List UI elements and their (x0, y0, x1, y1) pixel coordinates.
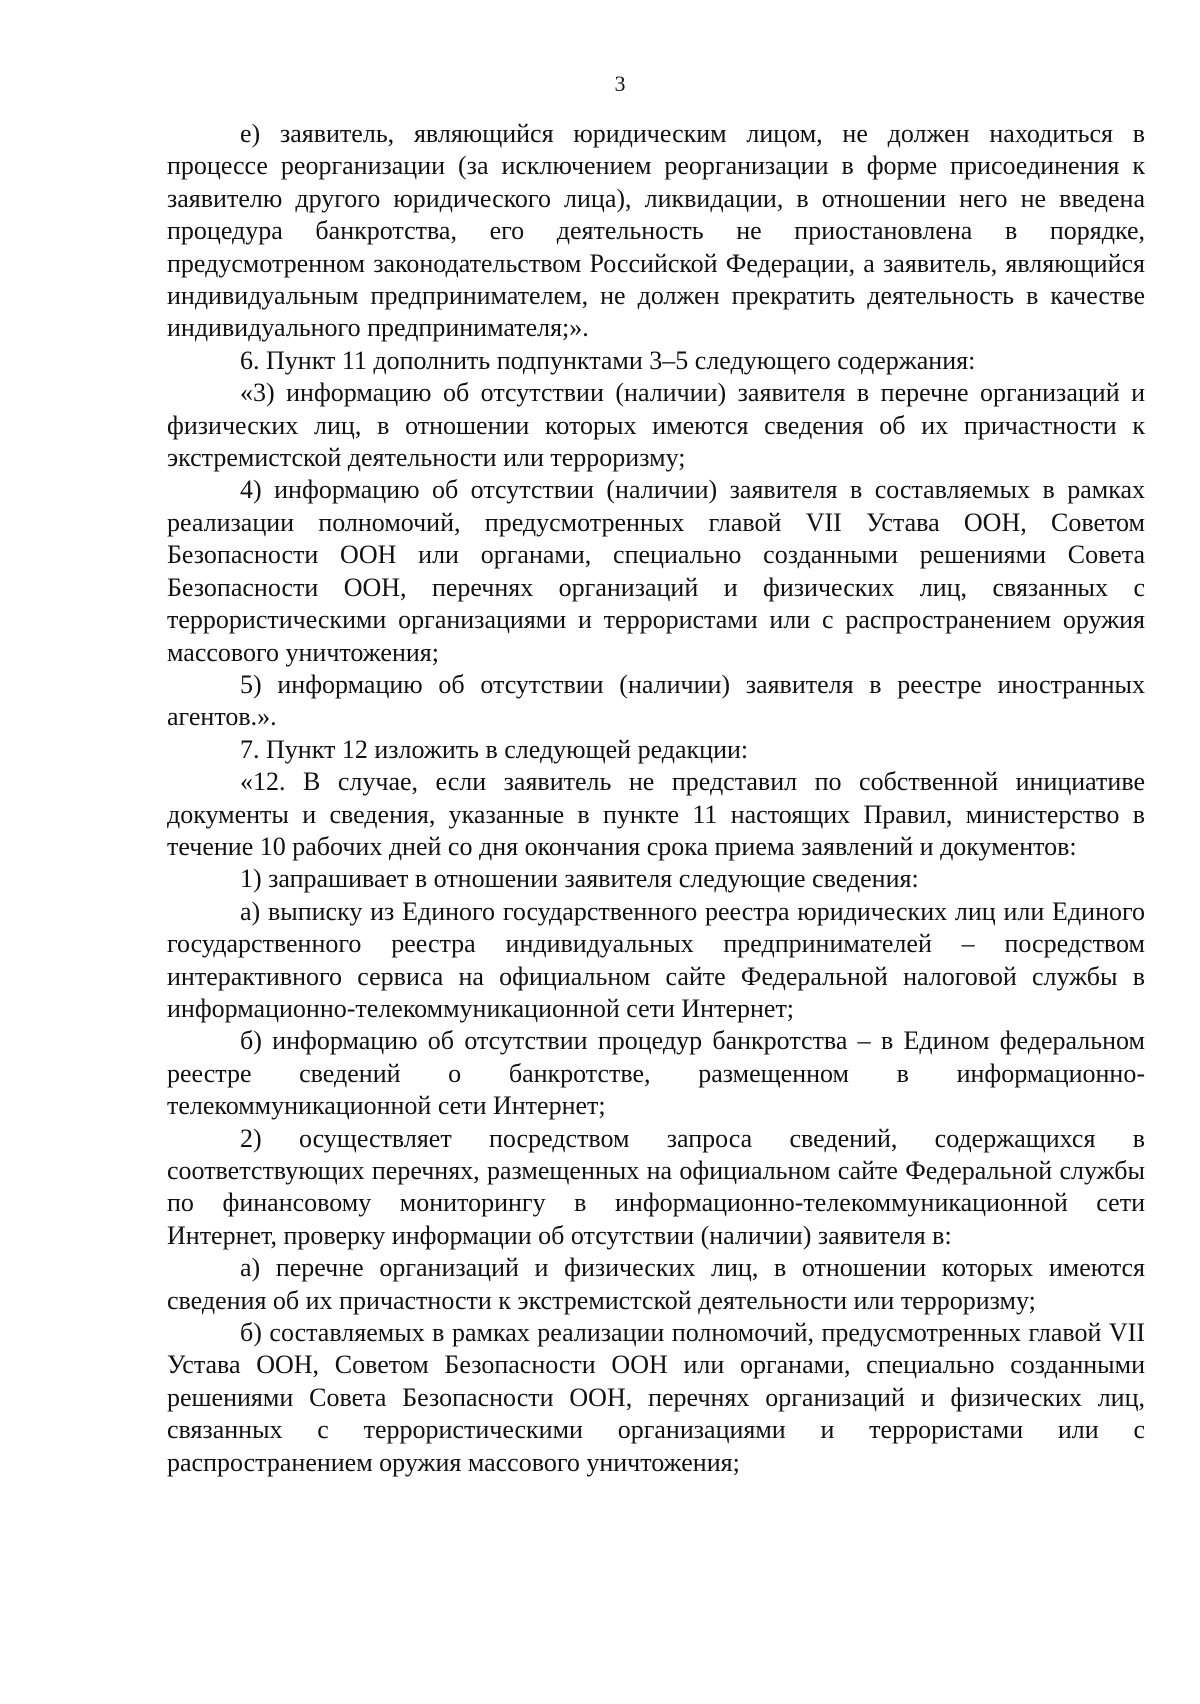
paragraph-subitem-5: 5) информацию об отсутствии (наличии) заявителя в реестре иностранных агентов.». (167, 669, 1145, 732)
paragraph-subitem-1a: а) выписку из Единого государственного реестра юридических лиц или Единого государственного реестра индивидуальных предпринимателей – посредством интерактивного сервиса на официальном сайте Федеральной налоговой службы в информационно-телекоммуникационной сети Интернет; (167, 896, 1145, 1023)
paragraph-subitem-4: 4) информацию об отсутствии (наличии) заявителя в составляемых в рамках реализации полномочий, предусмотренных главой VII Устава ООН, Советом Безопасности ООН или органами, специально созданными решениями Совета Безопасности ООН, перечнях организаций и физических лиц, связанных с террористическими организациями и террористами или с распространением оружия массового уничтожения; (167, 475, 1145, 667)
paragraph-subitem-1b: б) информацию об отсутствии процедур банкротства – в Едином федеральном реестре сведений о банкротстве, размещенном в информационно-телекоммуникационной сети Интернет; (167, 1026, 1145, 1121)
paragraph-clause-12-subitem-2: 2) осуществляет посредством запроса сведений, содержащихся в соответствующих перечнях, размещенных на официальном сайте Федеральной службы по финансовому мониторингу в информационно-телекоммуникационной сети Интернет, проверку информации об отсутствии (наличии) заявителя в: (167, 1123, 1145, 1250)
document-body (167, 118, 1145, 1479)
paragraph-subitem-2b: б) составляемых в рамках реализации полномочий, предусмотренных главой VII Устава ООН, Советом Безопасности ООН или органами, специально созданными решениями Совета Безопасности ООН, перечнях организаций и физических лиц, связанных с террористическими организациями и террористами или с распространением оружия массового уничтожения; (167, 1318, 1145, 1477)
paragraph-item-7: 7. Пункт 12 изложить в следующей редакции: (240, 734, 749, 764)
paragraph-e-applicant-requirements: е) заявитель, являющийся юридическим лицом, не должен находиться в процессе реорганизации (за исключением реорганизации в форме присоединения к заявителю другого юридического лица), ликвидации, в отношении него не введена процедура банкротства, его деятельность не приостановлена в порядке, предусмотренном законодательством Российской Федерации, а заявитель, являющийся индивидуальным предпринимателем, не должен прекратить деятельность в качестве индивидуального предпринимателя;». (167, 119, 1145, 343)
paragraph-clause-12: «12. В случае, если заявитель не представил по собственной инициативе документы и сведения, указанные в пункте 11 настоящих Правил, министерство в течение 10 рабочих дней со дня окончания срока приема заявлений и документов: (167, 767, 1145, 861)
paragraph-subitem-3: «3) информацию об отсутствии (наличии) заявителя в перечне организаций и физических лиц, в отношении которых имеются сведения об их причастности к экстремистской деятельности или терроризму; (167, 378, 1145, 473)
paragraph-subitem-2a: а) перечне организаций и физических лиц, в отношении которых имеются сведения об их причастности к экстремистской деятельности или терроризму; (167, 1253, 1145, 1315)
paragraph-clause-12-subitem-1: 1) запрашивает в отношении заявителя следующие сведения: (240, 864, 919, 894)
page-number: 3 (614, 71, 626, 96)
paragraph-item-6: 6. Пункт 11 дополнить подпунктами 3–5 следующего содержания: (240, 345, 976, 375)
